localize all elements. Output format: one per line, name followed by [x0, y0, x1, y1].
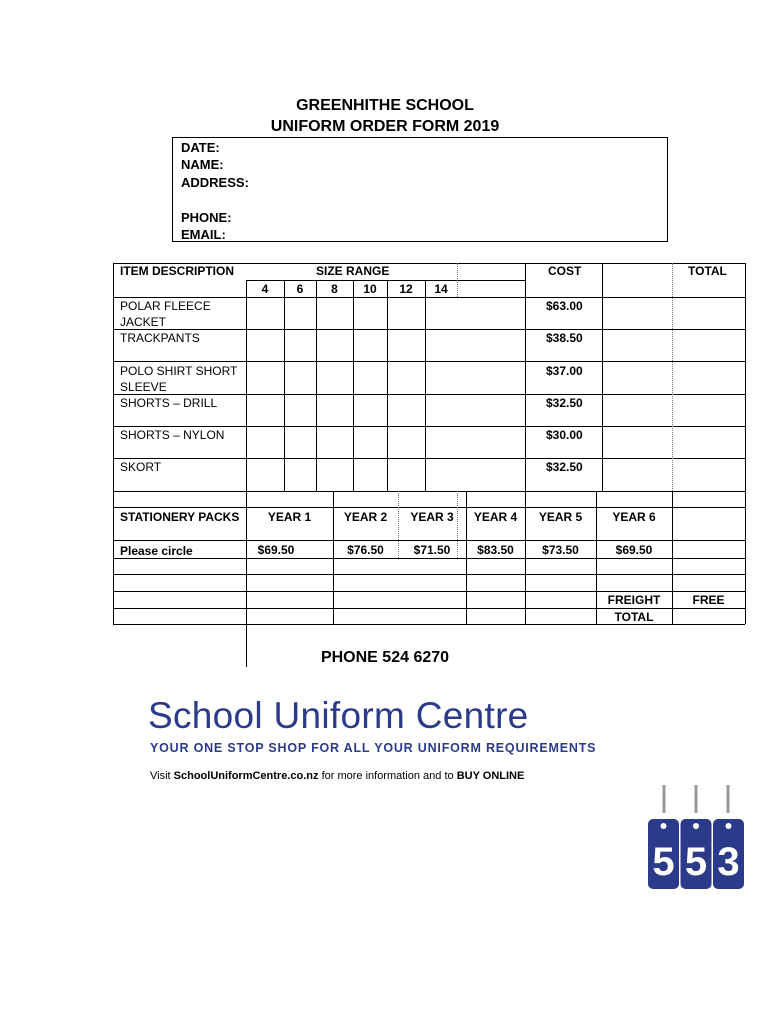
visit-prefix: Visit	[150, 770, 171, 782]
item-trackpants: TRACKPANTS	[120, 331, 200, 345]
hanging-tags-logo	[647, 785, 745, 890]
item-shorts-nylon: SHORTS – NYLON	[120, 428, 225, 442]
cost-polar-fleece: $63.00	[546, 299, 583, 313]
size-10: 10	[363, 282, 377, 296]
cost-shorts-nylon: $30.00	[546, 428, 583, 442]
size-12: 12	[399, 282, 413, 296]
total-label: TOTAL	[614, 610, 654, 624]
name-field-label[interactable]: NAME:	[181, 157, 224, 172]
website-link[interactable]: SchoolUniformCentre.co.nz	[173, 770, 319, 782]
visit-text	[150, 770, 524, 782]
stationery-year-3: YEAR 3	[410, 510, 454, 524]
stationery-year-6: YEAR 6	[612, 510, 656, 524]
cost-shorts-drill: $32.50	[546, 396, 583, 410]
visit-middle: for more information and to	[321, 770, 454, 782]
buy-online-link[interactable]: BUY ONLINE	[456, 770, 525, 782]
stationery-year-5: YEAR 5	[538, 510, 583, 524]
form-title-order: UNIFORM ORDER FORM 2019	[270, 118, 500, 135]
contact-details-box	[172, 137, 668, 242]
please-circle-label: Please circle	[120, 544, 193, 558]
item-skort: SKORT	[120, 460, 162, 474]
address-field-label[interactable]: ADDRESS:	[181, 175, 249, 190]
header-size-range: SIZE RANGE	[316, 264, 390, 278]
item-polo-shirt-line1: POLO SHIRT SHORT	[120, 364, 238, 378]
header-item-description: ITEM DESCRIPTION	[120, 264, 235, 278]
tag-digit-3: 3	[717, 840, 740, 884]
size-8: 8	[331, 282, 338, 296]
cost-skort: $32.50	[546, 460, 583, 474]
size-4: 4	[261, 282, 269, 296]
email-field-label[interactable]: EMAIL:	[181, 227, 226, 242]
school-uniform-centre-logo: School Uniform Centre	[148, 695, 529, 736]
tag-digit-1: 5	[652, 840, 675, 884]
header-total: TOTAL	[688, 264, 727, 278]
stationery-price-year-4[interactable]: $83.50	[477, 543, 514, 557]
cost-trackpants: $38.50	[546, 331, 583, 345]
stationery-price-year-6[interactable]: $69.50	[615, 543, 653, 557]
stationery-price-year-2[interactable]: $76.50	[347, 543, 384, 557]
cost-polo-shirt: $37.00	[546, 364, 583, 378]
item-polar-fleece-line2: JACKET	[120, 315, 167, 329]
stationery-year-4: YEAR 4	[473, 510, 518, 524]
phone-number: PHONE 524 6270	[320, 649, 450, 666]
freight-value: FREE	[692, 593, 725, 607]
stationery-packs-label: STATIONERY PACKS	[120, 510, 240, 524]
stationery-year-1: YEAR 1	[267, 510, 312, 524]
size-6: 6	[296, 282, 304, 296]
item-shorts-drill: SHORTS – DRILL	[120, 396, 218, 410]
freight-label: FREIGHT	[607, 593, 661, 607]
item-polar-fleece-line1: POLAR FLEECE	[120, 299, 211, 313]
header-cost: COST	[548, 264, 582, 278]
form-title-school: GREENHITHE SCHOOL	[296, 97, 474, 114]
stationery-price-year-1[interactable]: $69.50	[257, 543, 295, 557]
item-polo-shirt-line2: SLEEVE	[120, 380, 167, 394]
size-14: 14	[434, 282, 448, 296]
stationery-year-2: YEAR 2	[343, 510, 388, 524]
logo-tagline: YOUR ONE STOP SHOP FOR ALL YOUR UNIFORM REQUIREMENTS	[150, 741, 597, 755]
date-field-label[interactable]: DATE:	[181, 140, 220, 155]
stationery-price-year-5[interactable]: $73.50	[542, 543, 579, 557]
tag-digit-2: 5	[684, 840, 708, 884]
tag-hooks-icon	[664, 785, 728, 813]
phone-field-label[interactable]: PHONE:	[181, 210, 232, 225]
stationery-price-year-3[interactable]: $71.50	[413, 543, 451, 557]
